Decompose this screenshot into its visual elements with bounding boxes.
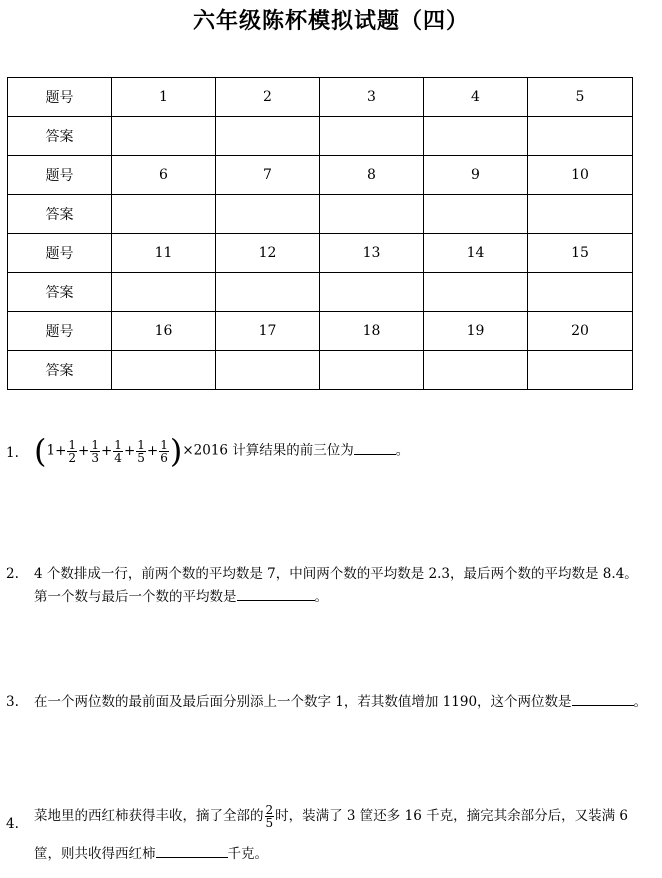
fraction [159, 439, 169, 464]
question-number-row [8, 234, 633, 273]
row-label: 答案 [8, 195, 112, 234]
question-body [34, 585, 328, 609]
right-paren: ) [169, 432, 183, 470]
fraction-numerator: 1 [114, 437, 122, 452]
row-label: 答案 [8, 273, 112, 312]
fraction [113, 439, 123, 464]
answer-row [8, 195, 633, 234]
question-number: 1. [6, 445, 19, 461]
page-title: 六年级陈杯模拟试题（四） [192, 9, 469, 34]
fraction-denominator: 4 [114, 450, 122, 465]
question-line-1: 4 个数排成一行，前两个数的平均数是 7，中间两个数的平均数是 2.3，最后两个数的平均数是 8.4。 [34, 566, 638, 582]
answer-cell[interactable] [320, 273, 424, 312]
question-number-cell: 14 [424, 234, 528, 273]
question-number-cell: 6 [112, 156, 216, 195]
answer-cell[interactable] [424, 117, 528, 156]
question-number-cell: 20 [528, 312, 633, 351]
fraction-numerator: 1 [160, 437, 168, 452]
question-number-cell: 3 [320, 78, 424, 117]
question-end: 千克。 [227, 846, 268, 862]
row-label: 题号 [8, 234, 112, 273]
question-number-cell: 7 [216, 156, 320, 195]
answer-cell[interactable] [216, 273, 320, 312]
question-end: 。 [633, 694, 648, 710]
fraction-denominator: 6 [160, 450, 168, 465]
expr-fractions [55, 437, 170, 465]
question-number-row [8, 312, 633, 351]
answer-blank[interactable] [156, 843, 228, 858]
answer-cell[interactable] [216, 195, 320, 234]
answer-cell[interactable] [216, 117, 320, 156]
question-text: 第一个数与最后一个数的平均数是 [34, 589, 237, 605]
question-number-cell: 10 [528, 156, 633, 195]
answer-row [8, 351, 633, 390]
expr-times: × [182, 442, 194, 459]
question-number-cell: 15 [528, 234, 633, 273]
answer-blank[interactable] [237, 586, 315, 601]
fraction-numerator: 1 [68, 437, 77, 452]
question-end: 。 [395, 442, 410, 459]
row-label: 题号 [8, 312, 112, 351]
question-number: 3. [6, 694, 19, 710]
answer-row [8, 117, 633, 156]
fraction [136, 439, 146, 464]
question-number: 4. [6, 816, 19, 832]
question-number-row [8, 78, 633, 117]
question-number-cell: 16 [112, 312, 216, 351]
question-number-cell: 1 [112, 78, 216, 117]
answer-row [8, 273, 633, 312]
answer-blank[interactable] [572, 691, 634, 706]
question-end: 。 [314, 589, 328, 605]
answer-cell[interactable] [424, 351, 528, 390]
plus-sign: + [78, 442, 90, 459]
fraction [265, 804, 275, 829]
fraction-denominator: 5 [137, 450, 145, 465]
question-text: 计算结果的前三位为 [232, 442, 354, 459]
fraction-numerator: 2 [265, 803, 274, 817]
fraction-denominator: 2 [68, 450, 77, 465]
row-label: 题号 [8, 78, 112, 117]
question-number-cell: 8 [320, 156, 424, 195]
answer-cell[interactable] [112, 195, 216, 234]
row-label: 答案 [8, 117, 112, 156]
answer-cell[interactable] [528, 273, 633, 312]
answer-cell[interactable] [112, 351, 216, 390]
question-number-cell: 17 [216, 312, 320, 351]
plus-sign: + [123, 442, 136, 459]
answer-cell[interactable] [528, 117, 633, 156]
row-label: 答案 [8, 351, 112, 390]
answer-cell[interactable] [112, 117, 216, 156]
question-number-row [8, 156, 633, 195]
question-body [34, 690, 647, 714]
question-number-cell: 18 [320, 312, 424, 351]
question-number-cell: 9 [424, 156, 528, 195]
fraction-denominator: 3 [91, 450, 99, 465]
question-text: 在一个两位数的最前面及最后面分别添上一个数字 1，若其数值增加 1190，这个两位数是 [34, 694, 572, 710]
row-label: 题号 [8, 156, 112, 195]
answer-cell[interactable] [320, 117, 424, 156]
question-number-cell: 5 [528, 78, 633, 117]
expr-factor: 2016 [193, 442, 228, 459]
answer-cell[interactable] [424, 195, 528, 234]
question-body [34, 432, 410, 470]
expr-lead: 1 [46, 442, 56, 459]
fraction-numerator: 1 [137, 437, 145, 452]
question-number-cell: 4 [424, 78, 528, 117]
question-text-a: 菜地里的西红柿获得丰收，摘了全部的 [34, 808, 264, 824]
answer-blank[interactable] [354, 440, 396, 455]
answer-cell[interactable] [320, 195, 424, 234]
question-number-cell: 19 [424, 312, 528, 351]
plus-sign: + [100, 442, 113, 459]
fraction-denominator: 5 [265, 816, 274, 830]
question-number-cell: 12 [216, 234, 320, 273]
question-body [34, 842, 268, 866]
fraction [90, 439, 100, 464]
question-text-b: 时，装满了 3 筐还多 16 千克，摘完其余部分后，又装满 6 [275, 808, 628, 824]
left-paren: ( [34, 432, 47, 470]
answer-cell[interactable] [528, 351, 633, 390]
question-number-cell: 13 [320, 234, 424, 273]
question-body [34, 804, 628, 829]
answer-cell[interactable] [320, 351, 424, 390]
plus-sign: + [146, 442, 159, 459]
answer-cell[interactable] [528, 195, 633, 234]
fraction-numerator: 1 [91, 437, 99, 452]
question-number-cell: 11 [112, 234, 216, 273]
answer-table [7, 77, 633, 390]
plus-sign: + [55, 442, 67, 459]
question-text: 筐，则共收得西红柿 [34, 846, 156, 862]
answer-cell[interactable] [112, 273, 216, 312]
question-number-cell: 2 [216, 78, 320, 117]
fraction [67, 439, 77, 464]
question-number: 2. [6, 566, 19, 582]
answer-cell[interactable] [424, 273, 528, 312]
answer-cell[interactable] [216, 351, 320, 390]
